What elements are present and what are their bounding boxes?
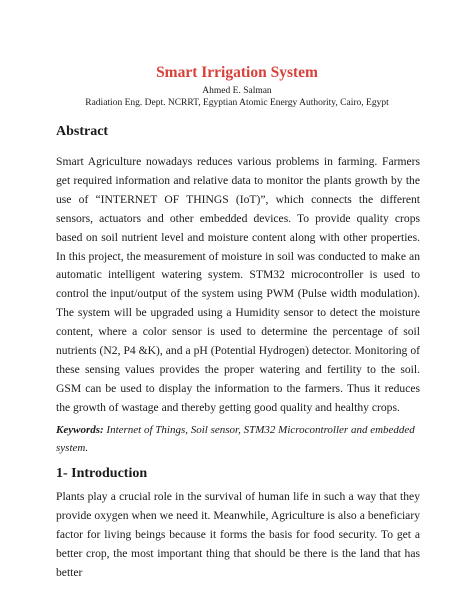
keywords-line [56,422,420,457]
keywords-label: Keywords: [56,424,104,436]
author-affiliation: Radiation Eng. Dept. NCRRT, Egyptian Atomic Energy Authority, Cairo, Egypt [85,98,389,108]
abstract-heading: Abstract [56,124,109,139]
introduction-text: Plants play a crucial role in the survival of human life in such a way that they provide oxygen when we need it. Meanwhile, Agriculture is also a beneficiary factor for living beings because it forms the basis for food security. To get a better crop, the most important thing that should be there is the land that has better [56,490,420,579]
abstract-text: Smart Agriculture nowadays reduces various problems in farming. Farmers get required information and relative data to monitor the plants growth by the use of “INTERNET OF THINGS (IoT)”, which connects the different sensors, actuators and other embedded devices. To provide quality crops based on soil nutrient level and moisture content along with other properties. In this project, the measurement of moisture in soil was conducted to make an automatic intelligent watering system. STM32 microcontroller is used to control the input/output of the system using PWM (Pulse width modulation). The system will be upgraded using a Humidity sensor to detect the moisture content, where a color sensor is used to determine the percentage of soil nutrients (N2, P4 &K), and a pH (Potential Hydrogen) detector. Monitoring of these sensing values provides the proper watering and fertility to the soil. GSM can be used to display the information to the farmers. Thus it reduces the growth of wastage and thereby getting good quality and healthy crops. [56,155,420,414]
introduction-heading: 1- Introduction [56,466,148,481]
paper-title: Smart Irrigation System [156,64,318,81]
keywords-text: Internet of Things, Soil sensor, STM32 Microcontroller and embedded system. [56,424,415,454]
author-name: Ahmed E. Salman [202,86,272,96]
